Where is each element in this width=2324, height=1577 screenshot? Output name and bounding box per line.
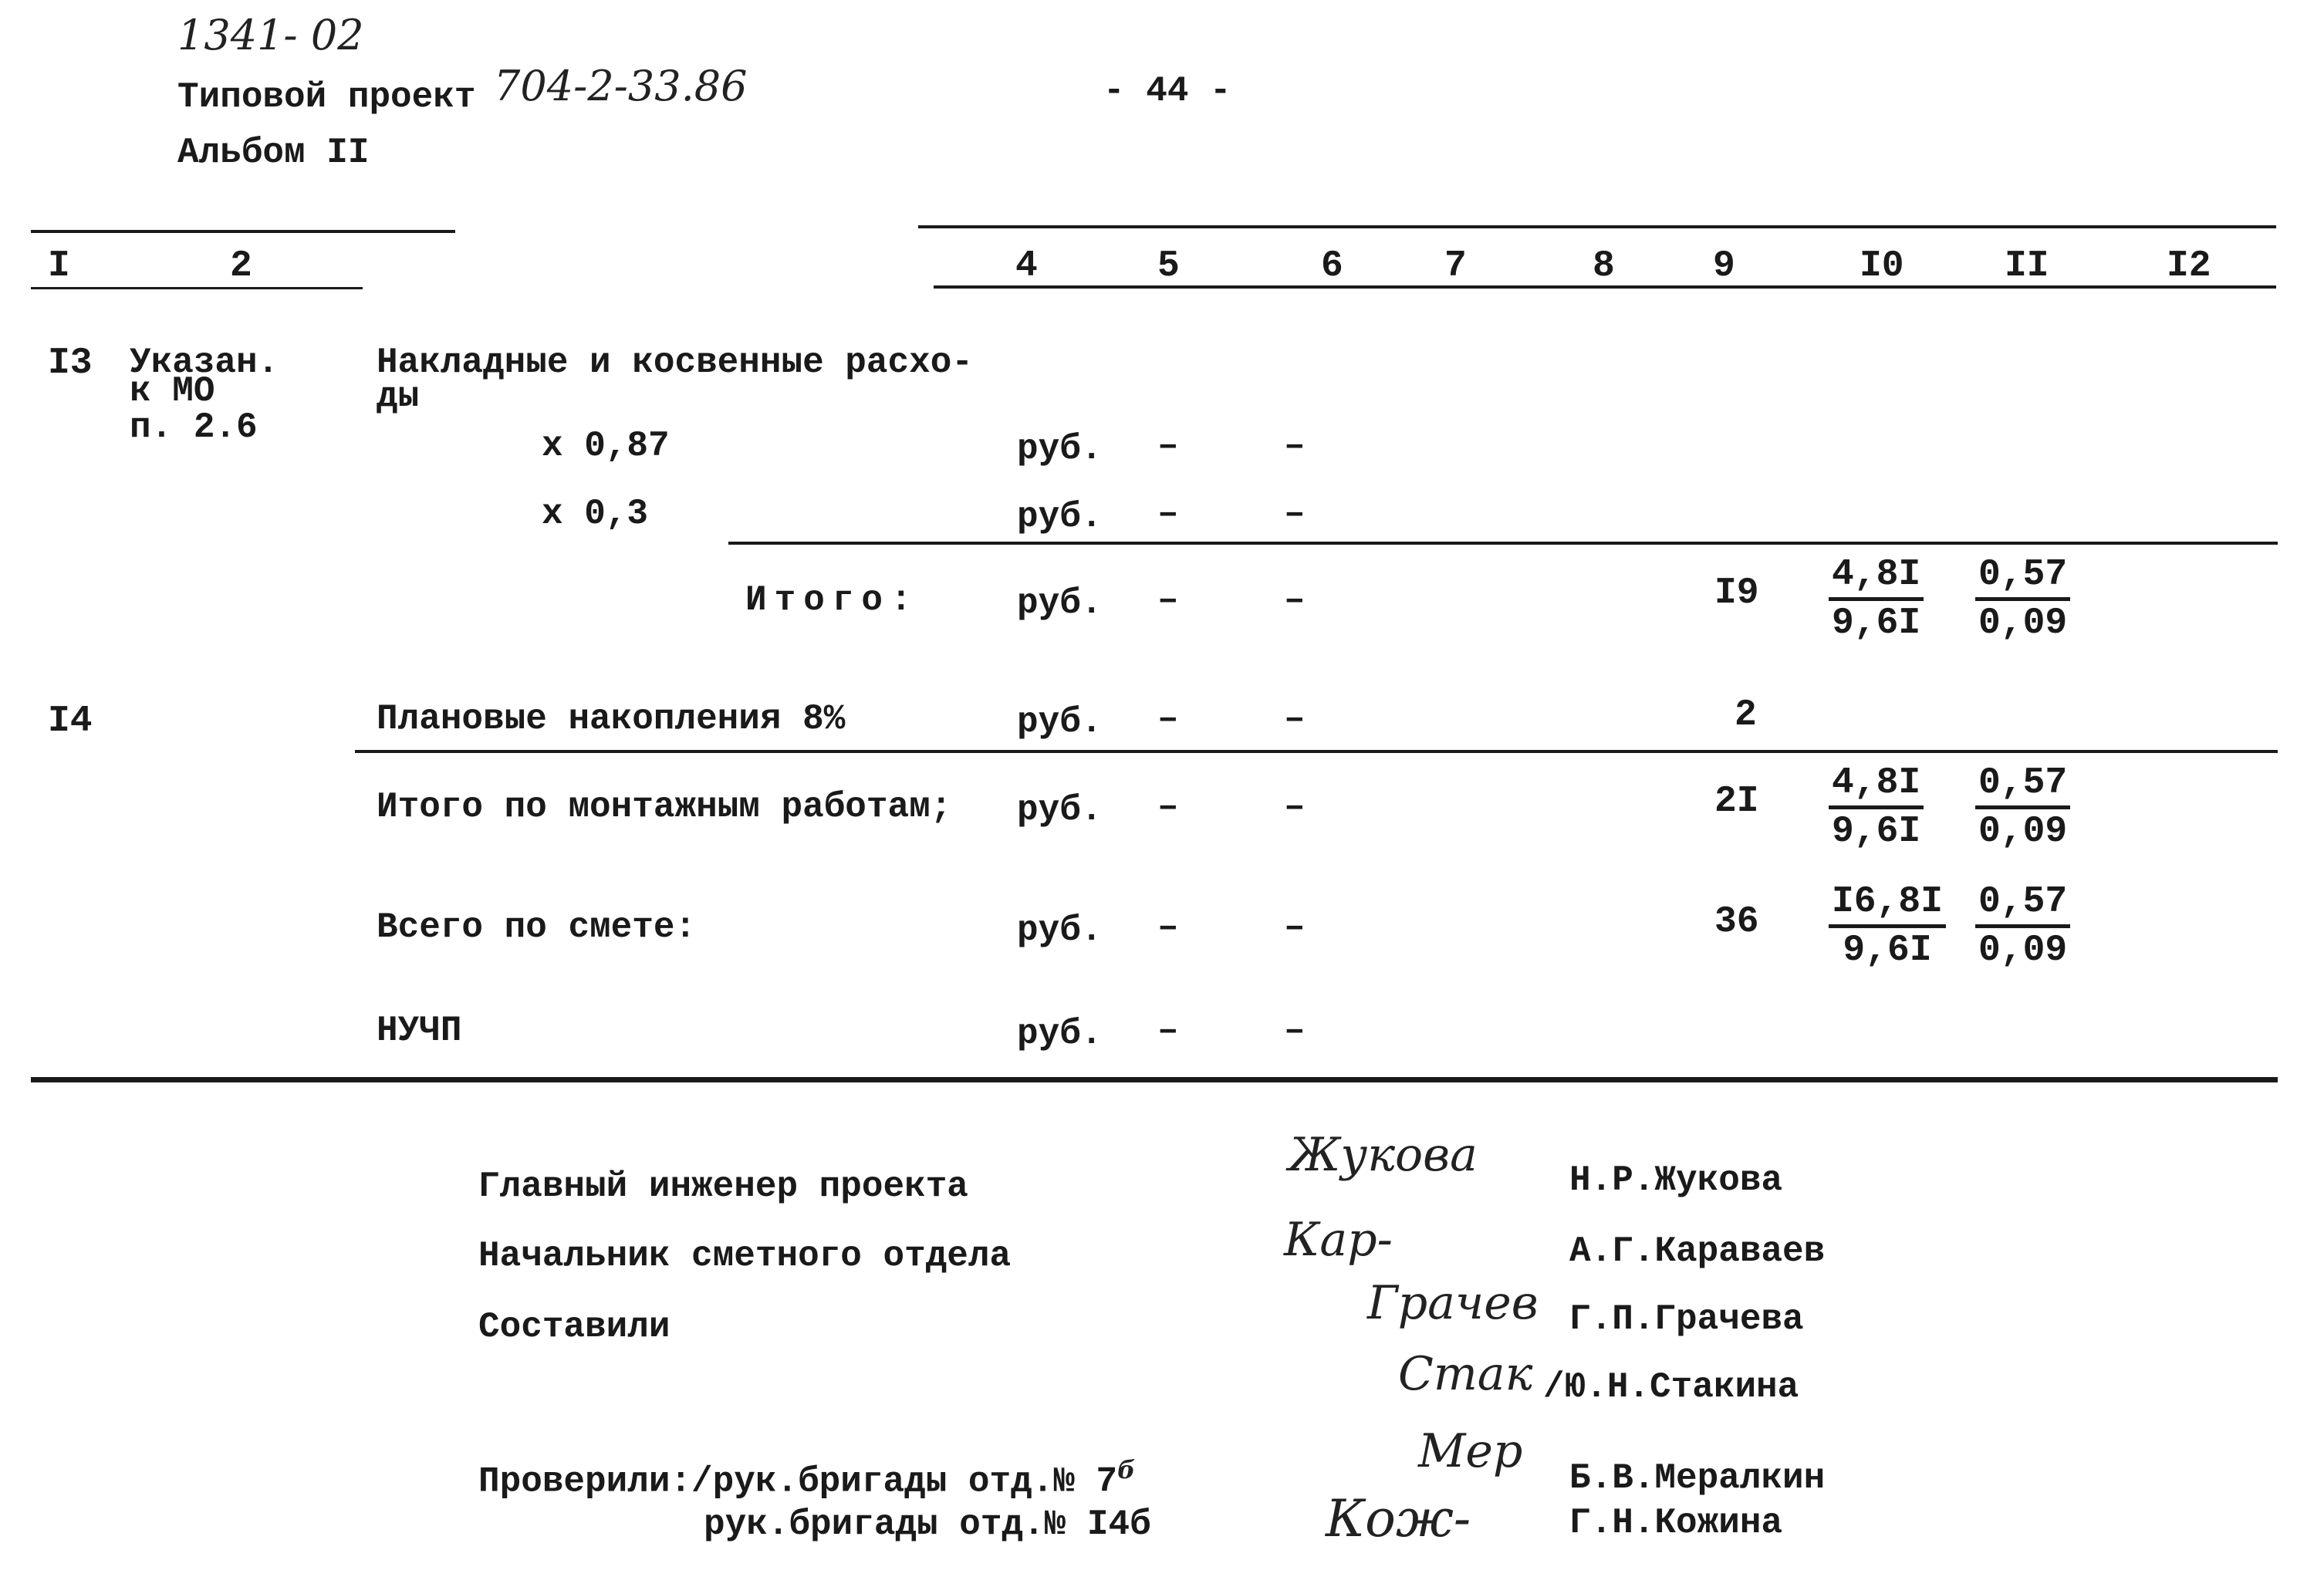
compiled-name-1: Г.П.Грачева bbox=[1569, 1299, 1804, 1339]
itogo-c11-top: 0,57 bbox=[1975, 552, 2070, 601]
vsego-c10 bbox=[1829, 880, 1946, 973]
row-13-number: I3 bbox=[48, 343, 93, 384]
itogo-c9: I9 bbox=[1714, 572, 1759, 614]
montazh-c6: – bbox=[1284, 787, 1306, 827]
montazh-rule bbox=[355, 750, 2278, 753]
coef-03-label: х 0,3 bbox=[542, 494, 649, 534]
itogo-c10-top: 4,8I bbox=[1829, 552, 1924, 601]
handwritten-code: 1341- 02 bbox=[177, 11, 364, 59]
nuchp-label: НУЧП bbox=[377, 1011, 462, 1051]
row-13-basis-2: к МО bbox=[130, 371, 215, 411]
vsego-c10-bottom: 9,6I bbox=[1843, 930, 1932, 971]
montazh-c9: 2I bbox=[1714, 781, 1759, 822]
checked-name-2: Г.Н.Кожина bbox=[1569, 1503, 1783, 1543]
coef-087-unit: руб. bbox=[1017, 429, 1103, 469]
col-header-12: I2 bbox=[2167, 245, 2211, 287]
itogo-c11 bbox=[1975, 552, 2070, 646]
col-header-9: 9 bbox=[1713, 245, 1735, 287]
col-header-2: 2 bbox=[230, 245, 252, 287]
row-14-c6: – bbox=[1284, 699, 1306, 739]
montazh-c10-bottom: 9,6I bbox=[1832, 811, 1921, 853]
coef-03-c5: – bbox=[1157, 494, 1179, 534]
vsego-c11-bottom: 0,09 bbox=[1978, 930, 2068, 971]
header-rule-right-top bbox=[918, 225, 2276, 228]
itogo-c11-bottom: 0,09 bbox=[1978, 603, 2068, 644]
row-14-label: Плановые накопления 8% bbox=[377, 699, 846, 739]
col-header-5: 5 bbox=[1157, 245, 1180, 287]
page-number: - 44 - bbox=[1103, 71, 1231, 111]
row-13-basis-3: п. 2.6 bbox=[130, 407, 258, 447]
coef-03-unit: руб. bbox=[1017, 497, 1103, 537]
col-header-1: I bbox=[48, 245, 70, 287]
coef-087-c5: – bbox=[1157, 426, 1179, 466]
itogo-label: Итого: bbox=[745, 580, 920, 620]
montazh-unit: руб. bbox=[1017, 790, 1103, 830]
compiled-role: Составили bbox=[478, 1307, 671, 1347]
row-14-number: I4 bbox=[48, 701, 93, 742]
coef-03-c6: – bbox=[1284, 494, 1306, 534]
nuchp-c5: – bbox=[1157, 1011, 1179, 1051]
checked-role-1-text: Проверили:/рук.бригады отд.№ 7 bbox=[478, 1461, 1118, 1502]
header-rule-left-bottom bbox=[31, 287, 363, 289]
header-rule-left-top bbox=[31, 230, 455, 233]
vsego-c11 bbox=[1975, 880, 2070, 973]
compiled-name-2: /Ю.Н.Стакина bbox=[1543, 1367, 1799, 1407]
vsego-c5: – bbox=[1157, 907, 1179, 947]
chief-engineer-name: Н.Р.Жукова bbox=[1569, 1160, 1783, 1200]
signature-6: Кож- bbox=[1326, 1489, 1471, 1548]
coef-087-label: х 0,87 bbox=[542, 426, 670, 466]
signature-2: Кар- bbox=[1284, 1213, 1393, 1267]
vsego-c11-top: 0,57 bbox=[1975, 880, 2070, 928]
chief-engineer-role: Главный инженер проекта bbox=[478, 1167, 968, 1207]
head-dept-name: А.Г.Караваев bbox=[1569, 1231, 1826, 1271]
montazh-c5: – bbox=[1157, 787, 1179, 827]
signature-4: Стак bbox=[1398, 1347, 1533, 1401]
montazh-c11 bbox=[1975, 761, 2070, 854]
row-13-name-1: Накладные и косвенные расхо- bbox=[377, 343, 973, 383]
project-label: Типовой проект bbox=[177, 77, 476, 117]
montazh-c11-top: 0,57 bbox=[1975, 761, 2070, 809]
row-14-c9: 2 bbox=[1735, 694, 1757, 736]
project-number: 704-2-33.86 bbox=[494, 62, 748, 110]
vsego-label: Всего по смете: bbox=[377, 907, 697, 947]
col-header-8: 8 bbox=[1593, 245, 1615, 287]
vsego-unit: руб. bbox=[1017, 910, 1103, 951]
col-header-7: 7 bbox=[1444, 245, 1467, 287]
itogo-c6: – bbox=[1284, 580, 1306, 620]
vsego-c10-top: I6,8I bbox=[1829, 880, 1946, 928]
itogo-unit: руб. bbox=[1017, 583, 1103, 623]
vsego-c6: – bbox=[1284, 907, 1306, 947]
montazh-c10 bbox=[1829, 761, 1924, 854]
checked-role-1 bbox=[478, 1455, 1135, 1501]
itogo-c10-bottom: 9,6I bbox=[1832, 603, 1921, 644]
montazh-c11-bottom: 0,09 bbox=[1978, 811, 2068, 853]
montazh-c10-top: 4,8I bbox=[1829, 761, 1924, 809]
checked-role-2: рук.бригады отд.№ I4б bbox=[704, 1504, 1151, 1545]
nuchp-c6: – bbox=[1284, 1011, 1306, 1051]
col-header-4: 4 bbox=[1015, 245, 1038, 287]
row-13-basis-1: Указан. bbox=[130, 343, 279, 383]
signature-3: Грачев bbox=[1367, 1276, 1539, 1330]
vsego-c9: 36 bbox=[1714, 901, 1759, 943]
head-dept-role: Начальник сметного отдела bbox=[478, 1236, 1012, 1276]
col-header-11: II bbox=[2005, 245, 2049, 287]
col-header-6: 6 bbox=[1321, 245, 1343, 287]
signature-5: Мер bbox=[1418, 1424, 1523, 1478]
subtotal-rule bbox=[728, 542, 2278, 545]
col-header-10: I0 bbox=[1860, 245, 1904, 287]
itogo-c5: – bbox=[1157, 580, 1179, 620]
checked-role-1-sup: б bbox=[1117, 1455, 1136, 1484]
row-14-c5: – bbox=[1157, 699, 1179, 739]
checked-name-1: Б.В.Мералкин bbox=[1569, 1458, 1826, 1498]
coef-087-c6: – bbox=[1284, 426, 1306, 466]
table-bottom-rule bbox=[31, 1077, 2278, 1082]
itogo-c10 bbox=[1829, 552, 1924, 646]
montazh-label: Итого по монтажным работам; bbox=[377, 787, 952, 827]
album-label: Альбом II bbox=[177, 133, 370, 173]
row-14-unit: руб. bbox=[1017, 702, 1103, 742]
row-13-name-2: ды bbox=[377, 377, 420, 417]
signature-1: Жукова bbox=[1289, 1128, 1478, 1182]
nuchp-unit: руб. bbox=[1017, 1014, 1103, 1054]
